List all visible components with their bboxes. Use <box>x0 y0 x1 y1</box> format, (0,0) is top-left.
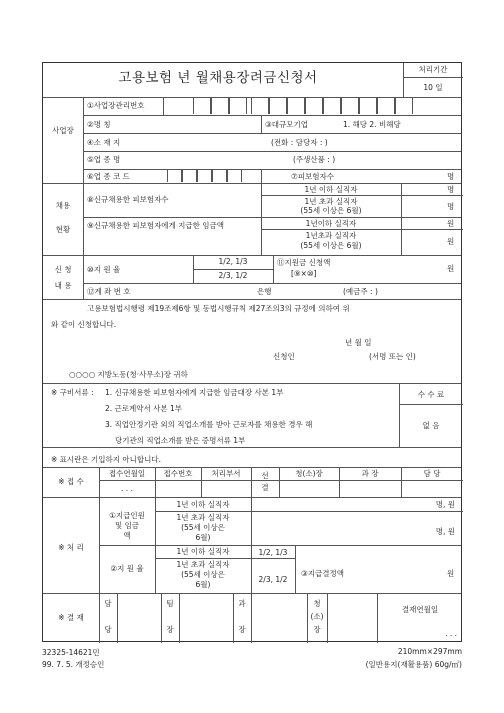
digit-cell[interactable] <box>359 98 377 114</box>
bank-account-label: ⑫계 좌 번 호 <box>87 287 131 296</box>
addressee: ○○○○ 지방노동(청·사무소)장 귀하 <box>69 370 188 379</box>
document-item-3b: 당기관의 직업소개를 받은 증명서류 1부 <box>115 436 246 445</box>
digit-cell[interactable] <box>323 98 341 114</box>
approval-chief-3: 장 <box>313 625 321 634</box>
digit-cell[interactable] <box>395 98 413 114</box>
support-rate-proc-1: 1/2, 1/3 <box>258 548 288 557</box>
digit-cell[interactable] <box>193 98 211 114</box>
support-rate-label: ⑩지 원 율 <box>87 265 121 274</box>
new-wages-under1: 1년이하 실직자 <box>305 219 357 228</box>
proc-over1-value: 명, 원 <box>435 527 455 536</box>
request-amount-unit: 원 <box>447 264 455 273</box>
new-hires-over1-2: (55세 이상은 6월) <box>300 206 362 215</box>
new-wages-over1-1: 1년초과 실직자 <box>305 231 357 240</box>
industry-code-label: ⑥업 종 코 드 <box>87 172 130 181</box>
decision-label-1: 선 <box>261 471 269 480</box>
proc-under1-value: 명, 원 <box>435 500 455 509</box>
apply-section-label-1: 신 청 <box>54 265 72 274</box>
fee-label: 수 수 료 <box>417 390 445 399</box>
new-wages-unit-1: 원 <box>447 219 455 228</box>
approval-staff-1: 담 <box>104 599 112 608</box>
wage-count-label-1: ①지급인원 <box>109 511 145 520</box>
wage-count-label-3: 액 <box>123 531 131 540</box>
receipt-label: ※ 접 수 <box>58 477 84 486</box>
request-amount-label: ⑪지원금 신청액 <box>277 258 331 267</box>
documents-label: ※ 구비서류 : <box>51 388 94 397</box>
proc-over1-1: 1년 초과 실직자 <box>176 513 230 522</box>
insured-count-label: ⑦피보험자수 <box>291 172 334 181</box>
insured-count-unit: 명 <box>447 172 455 181</box>
new-wages-unit-2: 원 <box>447 237 455 246</box>
decided-amount-unit: 원 <box>447 569 455 578</box>
address-label: ④소 재 지 <box>87 138 121 147</box>
support-rate-proc-label: ②지 원 율 <box>110 564 144 573</box>
new-hires-under1: 1년 이하 실직자 <box>304 185 358 194</box>
approval-team-1: 팀 <box>166 599 174 608</box>
approval-date-dots: . . . <box>445 629 457 638</box>
support-over1-2: (55세 이상은 <box>181 570 225 579</box>
support-rate-2: 2/3, 1/2 <box>218 271 248 280</box>
document-item-2: 2. 근로계약서 사본 1부 <box>105 404 183 413</box>
new-hires-label: ⑧신규채용한 피보험자수 <box>87 195 169 204</box>
manager-label: 과 장 <box>361 469 379 478</box>
document-item-1: 1. 신규채용한 피보험자에게 지급한 임금대장 사본 1부 <box>105 388 284 397</box>
digit-cell[interactable] <box>212 170 227 182</box>
digit-cell[interactable] <box>341 98 359 114</box>
process-label: ※ 처 리 <box>58 543 84 552</box>
support-under1: 1년 이하 실직자 <box>176 547 230 556</box>
note-text: ※ 표시란은 기입하지 아니합니다. <box>51 455 162 464</box>
approval-manager-1: 과 <box>238 599 246 608</box>
paper-type: (일반용지(재활용품) 60g/㎡) <box>365 660 462 669</box>
proc-over1-3: 6월) <box>195 533 211 542</box>
declaration-text-1: 고용보험법시행령 제19조제6항 및 동법시행규칙 제27조의3의 규정에 의하여 위 <box>87 304 350 313</box>
digit-cell[interactable] <box>251 98 269 114</box>
approval-team-2: 장 <box>166 625 174 634</box>
industry-label: ⑤업 종 명 <box>87 155 121 164</box>
approval-date-label: 결재연월일 <box>401 605 439 614</box>
account-holder-field[interactable]: (예금주 : ) <box>343 287 378 296</box>
chief-label: 청(소)장 <box>295 469 323 478</box>
approval-chief-2: (소) <box>310 612 324 621</box>
digit-cell[interactable] <box>167 170 182 182</box>
declaration-date[interactable]: 년 월 일 <box>345 338 372 347</box>
new-hires-unit-1: 명 <box>447 185 455 194</box>
declaration-text-2: 와 같이 신청합니다. <box>51 320 117 329</box>
decision-label-2: 결 <box>261 483 269 492</box>
bank-label: 은행 <box>257 287 272 296</box>
digit-cell[interactable] <box>305 98 323 114</box>
mgmt-no-label: ①사업장관리번호 <box>87 101 145 110</box>
support-rate-1: 1/2, 1/3 <box>218 257 248 266</box>
form-code: 32325-14621민 <box>42 648 100 657</box>
receipt-date-label: 접수연월일 <box>108 469 146 478</box>
approval-label: ※ 결 재 <box>58 613 84 622</box>
digit-cell[interactable] <box>227 170 242 182</box>
digit-cell[interactable] <box>377 98 395 114</box>
approval-manager-2: 장 <box>238 625 246 634</box>
digit-cell[interactable] <box>197 170 212 182</box>
new-hires-unit-2: 명 <box>447 202 455 211</box>
digit-cell[interactable] <box>269 98 287 114</box>
digit-cell[interactable] <box>211 98 229 114</box>
support-over1-1: 1년 초과 실직자 <box>176 560 230 569</box>
large-biz-options[interactable]: 1. 해당 2. 비해당 <box>343 120 401 129</box>
phone-field[interactable]: (전화 : 담당자 : ) <box>271 138 328 147</box>
application-form <box>42 62 462 642</box>
support-rate-proc-2: 2/3, 1/2 <box>258 575 288 584</box>
applicant-label: 신청인 <box>273 352 295 361</box>
processing-period-label: 처리기간 <box>418 65 448 74</box>
digit-cell[interactable] <box>182 170 197 182</box>
approval-revision: 99. 7. 5. 개정승인 <box>42 660 105 669</box>
request-amount-formula: [⑨×⑩] <box>291 269 317 278</box>
decided-amount-label: ③지급결정액 <box>301 569 344 578</box>
approval-staff-2: 당 <box>104 625 112 634</box>
proc-under1: 1년 이하 실직자 <box>176 500 230 509</box>
proc-over1-2: (55세 이상은 <box>181 523 225 532</box>
dept-label: 처리부서 <box>211 469 241 478</box>
paper-size: 210mm×297mm <box>397 647 462 656</box>
approval-chief-1: 청 <box>313 599 321 608</box>
signature-field[interactable]: (서명 또는 인) <box>369 352 416 361</box>
large-biz-label: ③대규모기업 <box>265 120 308 129</box>
form-title: 고용보험 년 월채용장려금신청서 <box>118 70 318 86</box>
main-product-field[interactable]: (주생산품 : ) <box>293 155 336 164</box>
support-over1-3: 6월) <box>195 580 211 589</box>
employer-section-label: 사업장 <box>52 126 74 135</box>
new-hires-over1-1: 1년 초과 실직자 <box>304 197 358 206</box>
hiring-section-label-1: 채용 <box>55 201 71 210</box>
fee-value: 없 음 <box>422 421 440 430</box>
new-wages-label: ⑨신규채용한 피보험자에게 지급한 임금액 <box>87 221 225 230</box>
receipt-no-label: 접수번호 <box>163 469 193 478</box>
employer-name-label: ②명 칭 <box>87 120 111 129</box>
hiring-section-label-2: 현황 <box>55 225 71 234</box>
staff-label: 담 당 <box>423 469 441 478</box>
processing-period-value: 10 일 <box>423 83 443 92</box>
digit-cell[interactable] <box>287 98 305 114</box>
wage-count-label-2: 및 임금 <box>114 521 140 530</box>
document-item-3a: 3. 직업안정기관 외의 직업소개를 받아 근로자를 채용한 경우 해 <box>105 420 313 429</box>
receipt-date-dots: . . . <box>121 484 133 493</box>
new-wages-over1-2: (55세 이상은 6월) <box>300 241 362 250</box>
apply-section-label-2: 내 용 <box>54 281 72 290</box>
digit-cell[interactable] <box>229 98 247 114</box>
